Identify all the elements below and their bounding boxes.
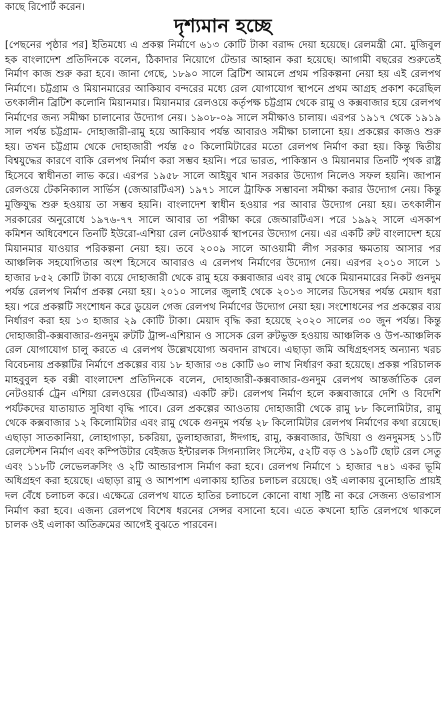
previous-article-tail: কাছে রিপোর্ট করেন। <box>5 2 85 13</box>
article-text: ইতিমধ্যে এ প্রকল্প নির্মাণে ৬১৩ কোটি টাকা বরাদ্দ দেয়া হয়েছে। রেলমন্ত্রী মো. মুজিবুল হক বাংলাদেশ প্রতিদিনকে বলেন, ঠিকাদার নিয়োগে টেন্ডার আহ্বান করা হয়েছে। আগামী বছরের শুরুতেই নির্মাণ কাজ শুরু করা হবে। জানা গেছে, ১৮৯০ সালে ব্রিটিশ আমলে প্রথম পরিকল্পনা নেয়া হয় এই রেলপথ নির্মাণে। চট্টগ্রাম ও মিয়ানমারের আকিয়াব বন্দরের মধ্যে রেল যোগাযোগ স্থাপনে প্রথম আগ্রহ প্রকাশ করেছিল তৎকালীন ব্রিটিশ কলোনি মিয়ানমার। মিয়ানমার রেলওয়ে কর্তৃপক্ষ চট্টগ্রাম থেকে রামু ও কক্সবাজার হয়ে রেলপথ নির্মাণের জন্য সমীক্ষা চালানোর উদ্যোগ নেয়। ১৯০৮-০৯ সালে সমীক্ষাও চালায়। এরপর ১৯১৭ থেকে ১৯১৯ সাল পর্যন্ত চট্টগ্রাম- দোহাজারী-রামু হয়ে আকিয়াব পর্যন্ত আবারও সমীক্ষা চালানো হয়। প্রকল্পের কাজও শুরু হয়। তখন চট্টগ্রাম থেকে দোহাজারী পর্যন্ত ৫০ কিলোমিটারের মতো রেলপথ নির্মাণ করা হয়। কিন্তু দ্বিতীয় বিশ্বযুদ্ধের কারণে বাকি রেলপথ নির্মাণ করা সম্ভব হয়নি। পরে ভারত, পাকিস্তান ও মিয়ানমার তিনটি পৃথক রাষ্ট্র হিসেবে স্বাধীনতা লাভ করে। এরপর ১৯৫৮ সালে আইয়ুব খান সরকার উদ্যোগ নিলেও সফল হয়নি। জাপান রেলওয়ে টেকনিক্যাল সার্ভিস (জেআরটিএস) ১৯৭১ সালে ট্রাফিক সম্ভাবনা সমীক্ষা করার উদ্যোগ নেয়। কিন্তু মুক্তিযুদ্ধ শুরু হওয়ায় তা সম্ভব হয়নি। বাংলাদেশ স্বাধীন হওয়ার পর আবার উদ্যোগ নেয়া হয়। তৎকালীন সরকারের অনুরোধে ১৯৭৬-৭৭ সালে আবার তা পরীক্ষা করে জেআরটিএস। পরে ১৯৯২ সালে এসকাপ কমিশন অধিবেশনে তিনটি ইউরো-এশিয়া রেল নেটওয়ার্ক স্থাপনের উদ্যোগ নেয়। এর একটি রুট বাংলাদেশ হয়ে মিয়ানমার যাওয়ার পরিকল্পনা নেয়া হয়। তবে ২০০৯ সালে আওয়ামী লীগ সরকার ক্ষমতায় আসার পর আঞ্চলিক সহযোগিতার অংশ হিসেবে আবারও এ রেলপথ নির্মাণের উদ্যোগ নেয়। এরপর ২০১০ সালে ১ হাজার ৮৫২ কোটি টাকা ব্যয়ে দোহাজারী থেকে রামু হয়ে কক্সবাজার এবং রামু থেকে মিয়ানমারের নিকট গুনদুম পর্যন্ত রেলপথ নির্মাণ প্রকল্প নেয়া হয়। ২০১০ সালের জুলাই থেকে ২০১৩ সালের ডিসেম্বর পর্যন্ত মেয়াদ ধরা হয়। পরে প্রকল্পটি সংশোধন করে ডুয়েল গেজ রেলপথ নির্মাণের উদ্যোগ নেয়া হয়। সংশোধনের পর প্রকল্পের ব্যয় নির্ধারণ করা হয় ১৩ হাজার ২৯ কোটি টাকা। মেয়াদ বৃদ্ধি করা হয়েছে ২০২০ সালের ৩০ জুন পর্যন্ত। কিন্তু দোহাজারী-কক্সবাজার-গুনদুম রুটটি ট্রান্স-এশিয়ান ও সাসেক রেল রুটভুক্ত হওয়ায় আঞ্চলিক ও উপ-আঞ্চলিক রেল যোগাযোগ চালু করতে এ রেলপথ উল্লেখযোগ্য অবদান রাখবে। এছাড়া জমি অধিগ্রহণসহ অন্যান্য খরচ বিবেচনায় প্রকল্পটির নির্মাণে প্রকল্পের ব্যয় ১৮ হাজার ৩৪ কোটি ৬০ লাখ নির্ধারণ করা হয়েছে। প্রকল্প পরিচালক মাহবুবুল হক বক্সী বাংলাদেশ প্রতিদিনকে বলেন, দোহাজারী-কক্সবাজার-গুনদুম রেলপথ আন্তর্জাতিক রেল নেটওয়ার্ক ট্রেন এশিয়া রেলওয়ের (টিএআর) একটি রুট। রেলপথ নির্মাণ হলে কক্সবাজারে দেশি ও বিদেশি পর্যটকদের যাতায়াত সুবিধা বৃদ্ধি পাবে। রেল প্রকল্পের আওতায় দোহাজারী থেকে রামু ৮৮ কিলোমিটার, রামু থেকে কক্সবাজার ১২ কিলোমিটার এবং রামু থেকে গুনদুম পর্যন্ত ২৮ কিলোমিটার রেলপথ নির্মাণের কথা রয়েছে। এছাড়া সাতকানিয়া, লোহাগাড়া, চকরিয়া, ডুলাহাজারা, ঈদগাহ, রামু, কক্সবাজার, উখিয়া ও গুনদুমসহ ১১টি রেলস্টেশন নির্মাণ এবং কম্পিউটার বেইজড ইন্টারলক সিগন্যালিং সিস্টেম, ৫২টি বড় ও ১৯০টি ছোট রেল সেতু এবং ১১৮টি লেভেলক্রসিং ও ২টি আন্ডারপাস নির্মাণ করা হবে। রেলপথ নির্মাণে ১ হাজার ৭৪১ একর ভূমি অধিগ্রহণ করা হয়েছে। এছাড়া রামু ও আশপাশ এলাকায় হাতির চলাচল রয়েছে। ওই এলাকায় বুনোহাতি প্রায়ই দল বেঁধে চলাচল করে। এক্ষেত্রে রেলপথ যাতে হাতির চলাচলে কোনো বাধা সৃষ্টি না করে সেজন্য ওভারপাস নির্মাণ করা হবে। এজন্য রেলপথে বিশেষ ধরনের সেন্সর বসানো হবে। এতে কখনো হাতি রেলপথে থাকলে চালক ওই এলাকা অতিক্রমের আগেই বুঝতে পারবেন। <box>5 40 441 532</box>
continued-marker: [পেছনের পৃষ্ঠার পর] <box>5 40 88 51</box>
article-body <box>5 39 441 534</box>
article-headline: দৃশ্যমান হচ্ছে <box>174 15 272 37</box>
